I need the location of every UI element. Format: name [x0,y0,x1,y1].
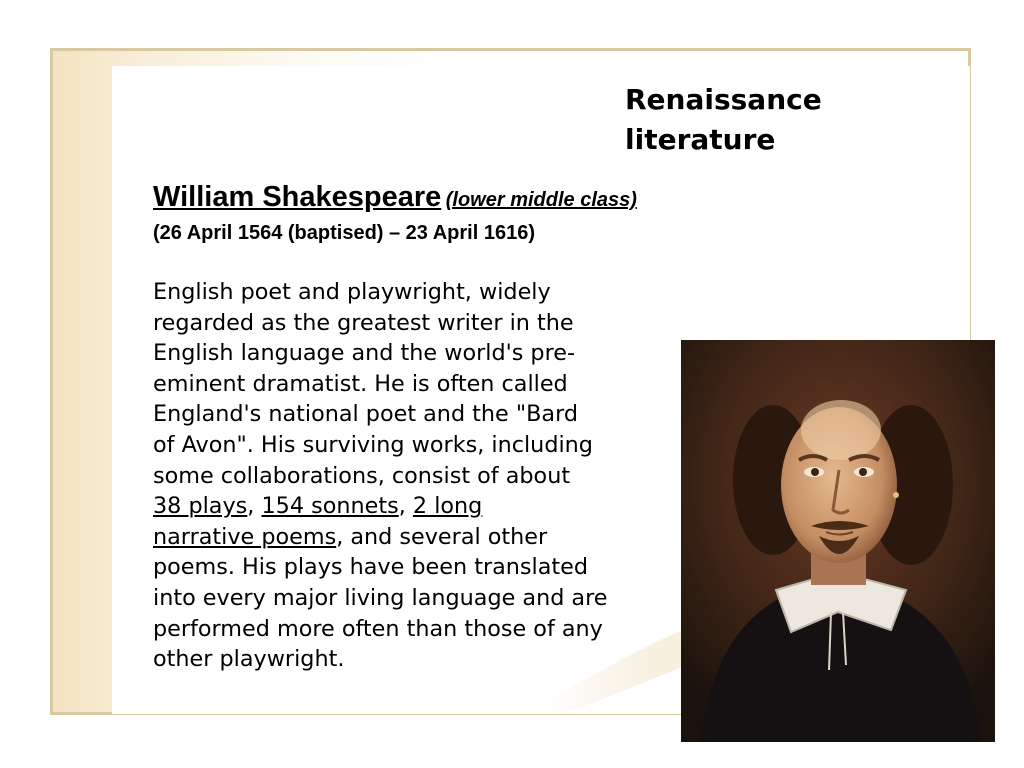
narrative-poems-link-part1[interactable]: 2 long [412,493,483,520]
social-class: (lower middle class) [445,189,637,211]
separator: , [247,493,262,520]
shakespeare-portrait [681,340,995,742]
bio-line: English poet and playwright, widely [153,279,551,305]
bio-text-fragment: , and several other [336,523,548,550]
bio-line: other playwright. [153,646,345,673]
person-name: William Shakespeare [153,181,442,213]
sonnets-link[interactable]: 154 sonnets [261,493,399,520]
plays-link[interactable]: 38 plays [153,493,248,520]
bio-line: into every major living language and are [153,584,608,611]
bio-line: England's national poet and the "Bard [153,401,579,428]
biography-text [153,277,683,675]
life-dates: (26 April 1564 (baptised) – 23 April 1616) [153,222,536,244]
person-heading [153,181,637,214]
bio-line-links [153,491,683,522]
bio-line: English language and the world's pre- [153,340,576,367]
bio-line: regarded as the greatest writer in the [153,309,574,336]
bio-line: eminent dramatist. He is often called [153,370,568,397]
separator: , [398,493,413,520]
portrait-image [681,340,995,742]
slide-subject-title: Renaissance literature [625,83,822,156]
bio-line: poems. His plays have been translated [153,554,588,581]
bio-line [153,522,683,553]
narrative-poems-link-part2[interactable]: narrative poems [153,523,337,550]
bio-line: some collaborations, consist of about [153,462,571,489]
bio-line: of Avon". His surviving works, including [153,431,593,458]
bio-line: performed more often than those of any [153,615,603,642]
